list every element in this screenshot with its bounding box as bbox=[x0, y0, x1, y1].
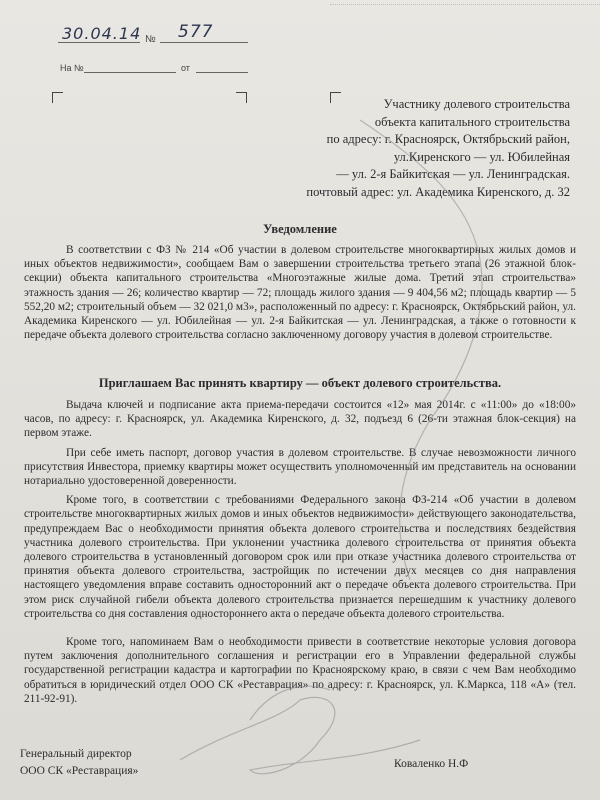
recipient-line: объекта капитального строительства bbox=[374, 114, 570, 129]
signatory-name: Коваленко Н.Ф bbox=[394, 758, 469, 770]
notice-title: Уведомление bbox=[263, 222, 337, 236]
recipient-line: почтовый адрес: ул. Академика Киренского, д. 32 bbox=[306, 184, 570, 199]
recipient-line: — ул. 2-я Байкитская — ул. Ленинградская. bbox=[336, 167, 570, 181]
warning-paragraph: Кроме того, в соответствии с требованиями Федерального закона ФЗ-214 «Об участии в долевом строительстве многоквартирных жилых домов и иных объектов недвижимости» действующего законодательства, предупреждаем Вас о необходимости принятия объекта долевого строительства и последствиях бездействия участника долевого строительства. При уклонении участника долевого строительства от принятия объекта долевого строительства в установленный договором срок или при отказе участника долевого строительства от принятия объекта долевого строительства, застройщик по истечении двух месяцев со дня направления настоящего уведомления вправе составить односторонний акт о передаче объекта долевого строительства. При этом риск случайной гибели объекта долевого строительства признается перешедшим к участнику долевого строительства со дня составления одностороннего акта о передаче объекта долевого строительства. bbox=[24, 494, 576, 620]
documents-paragraph: При себе иметь паспорт, договор участия в долевом строительстве. В случае невозможности личного присутствия Инвестора, приемку квартиры может осуществить уполномоченный им представитель на основании нотариально удостоверенной доверенности. bbox=[24, 446, 576, 488]
recipient-line: Участнику долевого строительства bbox=[383, 97, 570, 111]
number-handwritten: 577 bbox=[178, 22, 214, 42]
na-label: На № bbox=[60, 63, 84, 73]
agreement-paragraph: Кроме того, напоминаем Вам о необходимости привести в соответствие некоторые условия договора путем заключения дополнительного соглашения и регистрации его в Управлении федеральной службы государственной регистрации кадастра и картографии по Красноярскому краю, в связи с чем Вам необходимо обратиться в юридический отдел ООО СК «Реставрация» по адресу: г. Красноярск, ул. К.Маркса, 118 «А» (тел. 211-92-91). bbox=[24, 636, 576, 705]
keys-paragraph: Выдача ключей и подписание акта приема-передачи состоится «12» мая 2014г. с «11:00» до «18:00» часов, по адресу: г. Красноярск, ул. Академика Киренского, д. 32, подъезд 6 (26-ти этажная блок-секция) на первом этаже. bbox=[24, 399, 576, 440]
recipient-line: ул.Киренского — ул. Юбилейная bbox=[393, 149, 570, 164]
date-handwritten: 30.04.14 bbox=[62, 24, 142, 43]
ot-label: от bbox=[181, 63, 190, 73]
position-line-2: ООО СК «Реставрация» bbox=[20, 765, 139, 777]
position-line-1: Генеральный директор bbox=[20, 748, 132, 760]
notice-text: В соответствии с ФЗ № 214 «Об участии в долевом строительстве многоквартирных жилых домов и иных объектов недвижимости», сообщаем Вам о завершении строительства третьего этапа (26 этажной блок-секции) объекта капитального строительства «Многоэтажные жилые дома. Третий этап строительства» этажность здания — 26; количество квартир — 72; площадь жилого здания — 9 404,56 м2; площадь квартир — 5 552,20 м2; строительный объем — 32 021,0 м3», расположенный по адресу: г. Красноярск, Октябрьский район, ул. Академика Киренского — ул. Юбилейная — ул. 2-я Байкитская — ул. Ленинградская, а также о готовности к передаче объекта долевого строительства согласно заключенному договору участия в долевом строительстве. bbox=[24, 244, 576, 342]
invitation-title: Приглашаем Вас принять квартиру — объект долевого строительства. bbox=[98, 376, 502, 390]
number-label: № bbox=[145, 34, 156, 45]
recipient-line: по адресу: г. Красноярск, Октябрьский район, bbox=[326, 132, 570, 146]
